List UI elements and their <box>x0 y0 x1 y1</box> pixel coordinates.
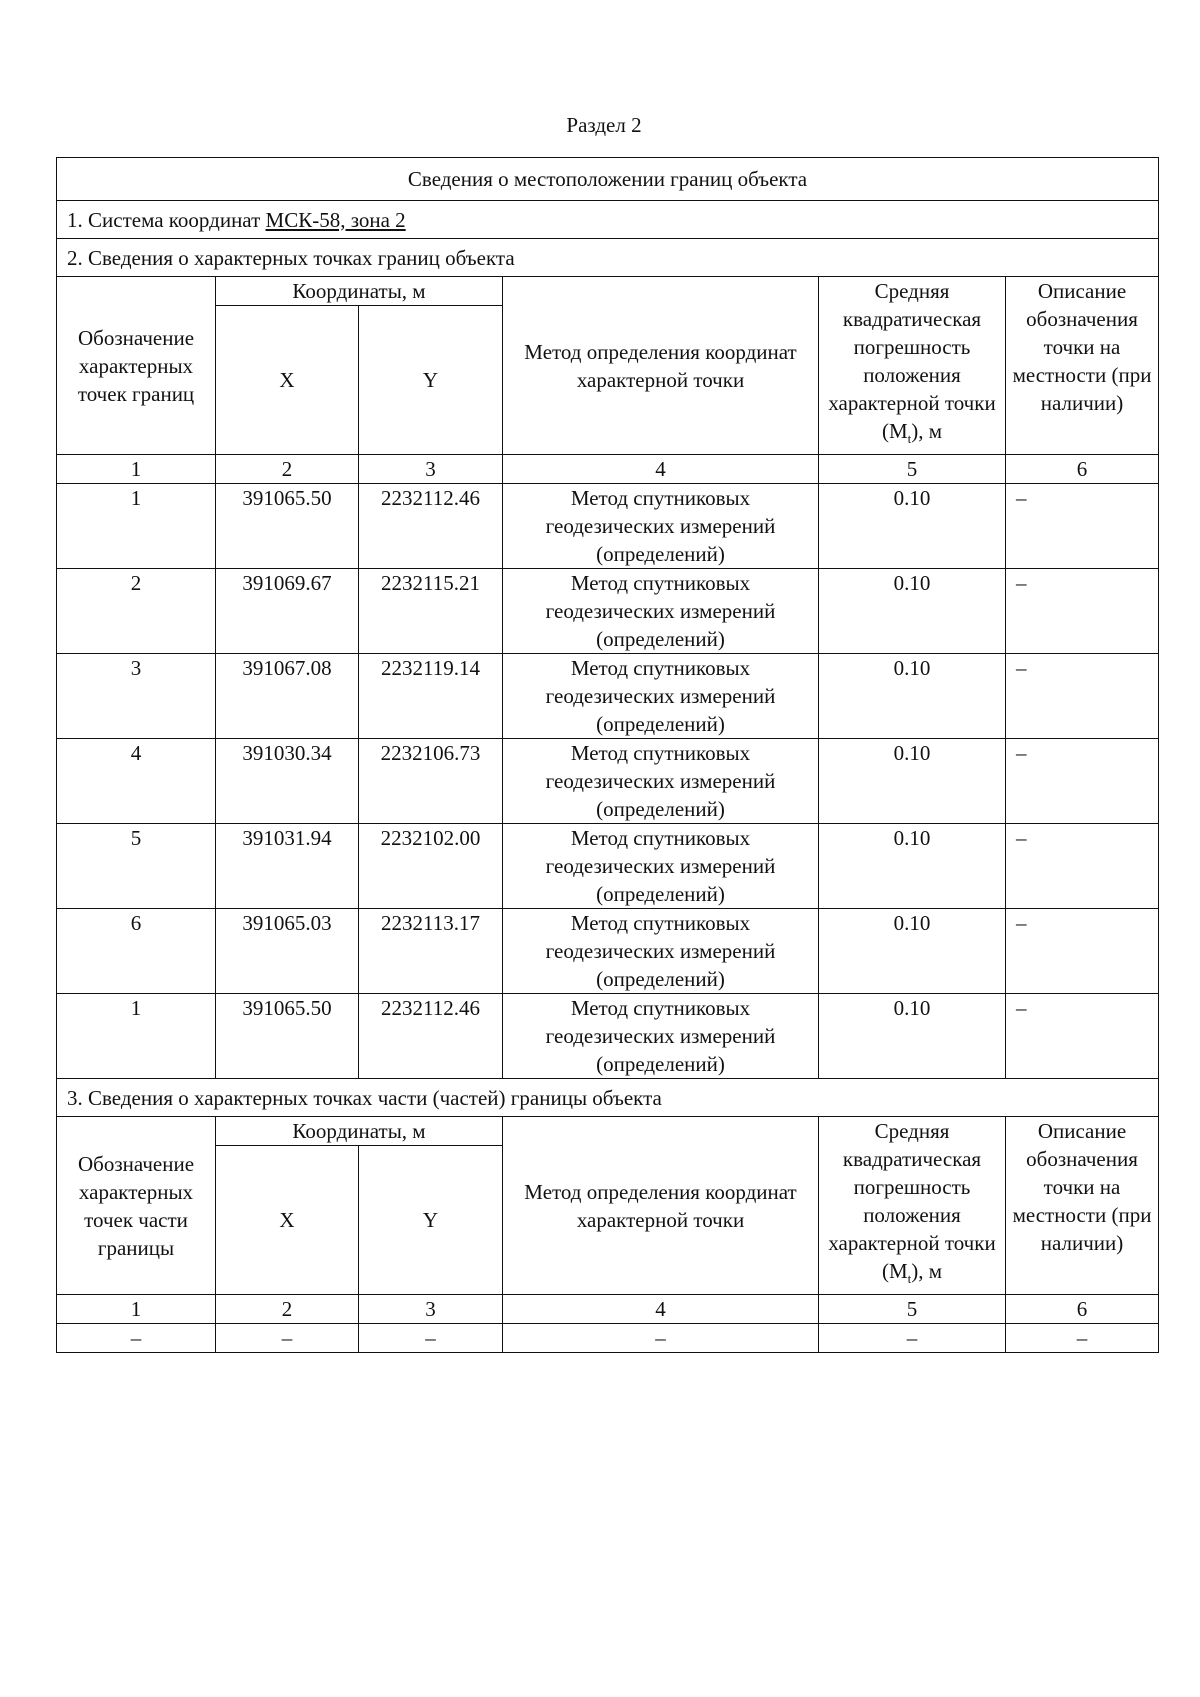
header-y: Y <box>359 306 503 455</box>
x-coordinate: 391065.50 <box>216 484 359 569</box>
point-description: – <box>1006 994 1159 1079</box>
x-coordinate: 391067.08 <box>216 654 359 739</box>
table-row <box>57 739 1159 824</box>
part-header-description: Описание обозначения точки на местности (при наличии) <box>1006 1117 1159 1295</box>
column-number: 5 <box>819 1295 1006 1324</box>
column-number: 2 <box>216 455 359 484</box>
x-coordinate: – <box>216 1324 359 1353</box>
point-description: – <box>1006 654 1159 739</box>
part-header-row-top <box>57 1117 1159 1146</box>
header-error-sub: t <box>907 431 912 447</box>
boundaries-table <box>56 157 1159 1353</box>
part-header-error <box>819 1117 1006 1295</box>
method: – <box>503 1324 819 1353</box>
point-description: – <box>1006 909 1159 994</box>
method: Метод спутниковых геодезических измерений (определений) <box>503 654 819 739</box>
column-number: 5 <box>819 455 1006 484</box>
part-column-numbers-row <box>57 1295 1159 1324</box>
method: Метод спутниковых геодезических измерений (определений) <box>503 909 819 994</box>
x-coordinate: 391065.50 <box>216 994 359 1079</box>
part-points-heading-row <box>57 1079 1159 1117</box>
column-number: 4 <box>503 455 819 484</box>
point-label: 3 <box>57 654 216 739</box>
point-label: 5 <box>57 824 216 909</box>
boundary-points-heading-row <box>57 239 1159 277</box>
method: Метод спутниковых геодезических измерений (определений) <box>503 569 819 654</box>
x-coordinate: 391069.67 <box>216 569 359 654</box>
error-value: 0.10 <box>819 909 1006 994</box>
table-title: Сведения о местоположении границ объекта <box>57 158 1159 201</box>
y-coordinate: – <box>359 1324 503 1353</box>
boundary-points-heading: 2. Сведения о характерных точках границ объекта <box>57 239 1159 277</box>
error-value: 0.10 <box>819 654 1006 739</box>
y-coordinate: 2232106.73 <box>359 739 503 824</box>
point-label: 2 <box>57 569 216 654</box>
header-description: Описание обозначения точки на местности (при наличии) <box>1006 277 1159 455</box>
point-description: – <box>1006 569 1159 654</box>
method: Метод спутниковых геодезических измерений (определений) <box>503 484 819 569</box>
error-value: 0.10 <box>819 739 1006 824</box>
table-title-row <box>57 158 1159 201</box>
part-header-x: X <box>216 1146 359 1295</box>
part-header-method: Метод определения координат характерной точки <box>503 1117 819 1295</box>
point-label: 4 <box>57 739 216 824</box>
x-coordinate: 391065.03 <box>216 909 359 994</box>
point-description: – <box>1006 824 1159 909</box>
point-description: – <box>1006 484 1159 569</box>
column-number: 6 <box>1006 1295 1159 1324</box>
part-header-coordinates: Координаты, м <box>216 1117 503 1146</box>
point-label: – <box>57 1324 216 1353</box>
y-coordinate: 2232102.00 <box>359 824 503 909</box>
header-x: X <box>216 306 359 455</box>
point-label: 1 <box>57 484 216 569</box>
point-label: 1 <box>57 994 216 1079</box>
method: Метод спутниковых геодезических измерений (определений) <box>503 739 819 824</box>
column-number: 1 <box>57 455 216 484</box>
coord-system-row <box>57 201 1159 239</box>
table-row <box>57 654 1159 739</box>
table-row <box>57 994 1159 1079</box>
column-number: 4 <box>503 1295 819 1324</box>
error-value: – <box>819 1324 1006 1353</box>
table-row <box>57 569 1159 654</box>
header-error-unit: ), м <box>911 419 943 443</box>
column-number: 6 <box>1006 455 1159 484</box>
error-value: 0.10 <box>819 994 1006 1079</box>
error-value: 0.10 <box>819 569 1006 654</box>
part-header-error-sub: t <box>907 1271 912 1287</box>
part-header-y: Y <box>359 1146 503 1295</box>
table-row <box>57 909 1159 994</box>
table-row <box>57 824 1159 909</box>
header-error <box>819 277 1006 455</box>
x-coordinate: 391031.94 <box>216 824 359 909</box>
part-header-error-unit: ), м <box>911 1259 943 1283</box>
error-value: 0.10 <box>819 484 1006 569</box>
column-number: 1 <box>57 1295 216 1324</box>
y-coordinate: 2232115.21 <box>359 569 503 654</box>
coord-system-label: 1. Система координат <box>67 207 266 232</box>
y-coordinate: 2232113.17 <box>359 909 503 994</box>
error-value: 0.10 <box>819 824 1006 909</box>
part-header-error-text: Средняя квадратическая погрешность положения характерной точки (M <box>828 1119 996 1283</box>
point-label: 6 <box>57 909 216 994</box>
method: Метод спутниковых геодезических измерений (определений) <box>503 824 819 909</box>
method: Метод спутниковых геодезических измерений (определений) <box>503 994 819 1079</box>
coord-system <box>57 201 1159 239</box>
y-coordinate: 2232112.46 <box>359 484 503 569</box>
y-coordinate: 2232112.46 <box>359 994 503 1079</box>
header-coordinates: Координаты, м <box>216 277 503 306</box>
column-number: 3 <box>359 1295 503 1324</box>
part-header-point-label: Обозначение характерных точек части границы <box>57 1117 216 1295</box>
point-description: – <box>1006 1324 1159 1353</box>
coord-system-value: МСК-58, зона 2 <box>265 207 406 232</box>
column-number: 2 <box>216 1295 359 1324</box>
x-coordinate: 391030.34 <box>216 739 359 824</box>
point-description: – <box>1006 739 1159 824</box>
header-method: Метод определения координат характерной точки <box>503 277 819 455</box>
table-row <box>57 484 1159 569</box>
table-row <box>57 1324 1159 1353</box>
header-row-top <box>57 277 1159 306</box>
y-coordinate: 2232119.14 <box>359 654 503 739</box>
column-number: 3 <box>359 455 503 484</box>
section-title: Раздел 2 <box>566 113 642 137</box>
header-error-text: Средняя квадратическая погрешность положения характерной точки (M <box>828 279 996 443</box>
header-point-label: Обозначение характерных точек границ <box>57 277 216 455</box>
column-numbers-row <box>57 455 1159 484</box>
part-points-heading: 3. Сведения о характерных точках части (частей) границы объекта <box>57 1079 1159 1117</box>
